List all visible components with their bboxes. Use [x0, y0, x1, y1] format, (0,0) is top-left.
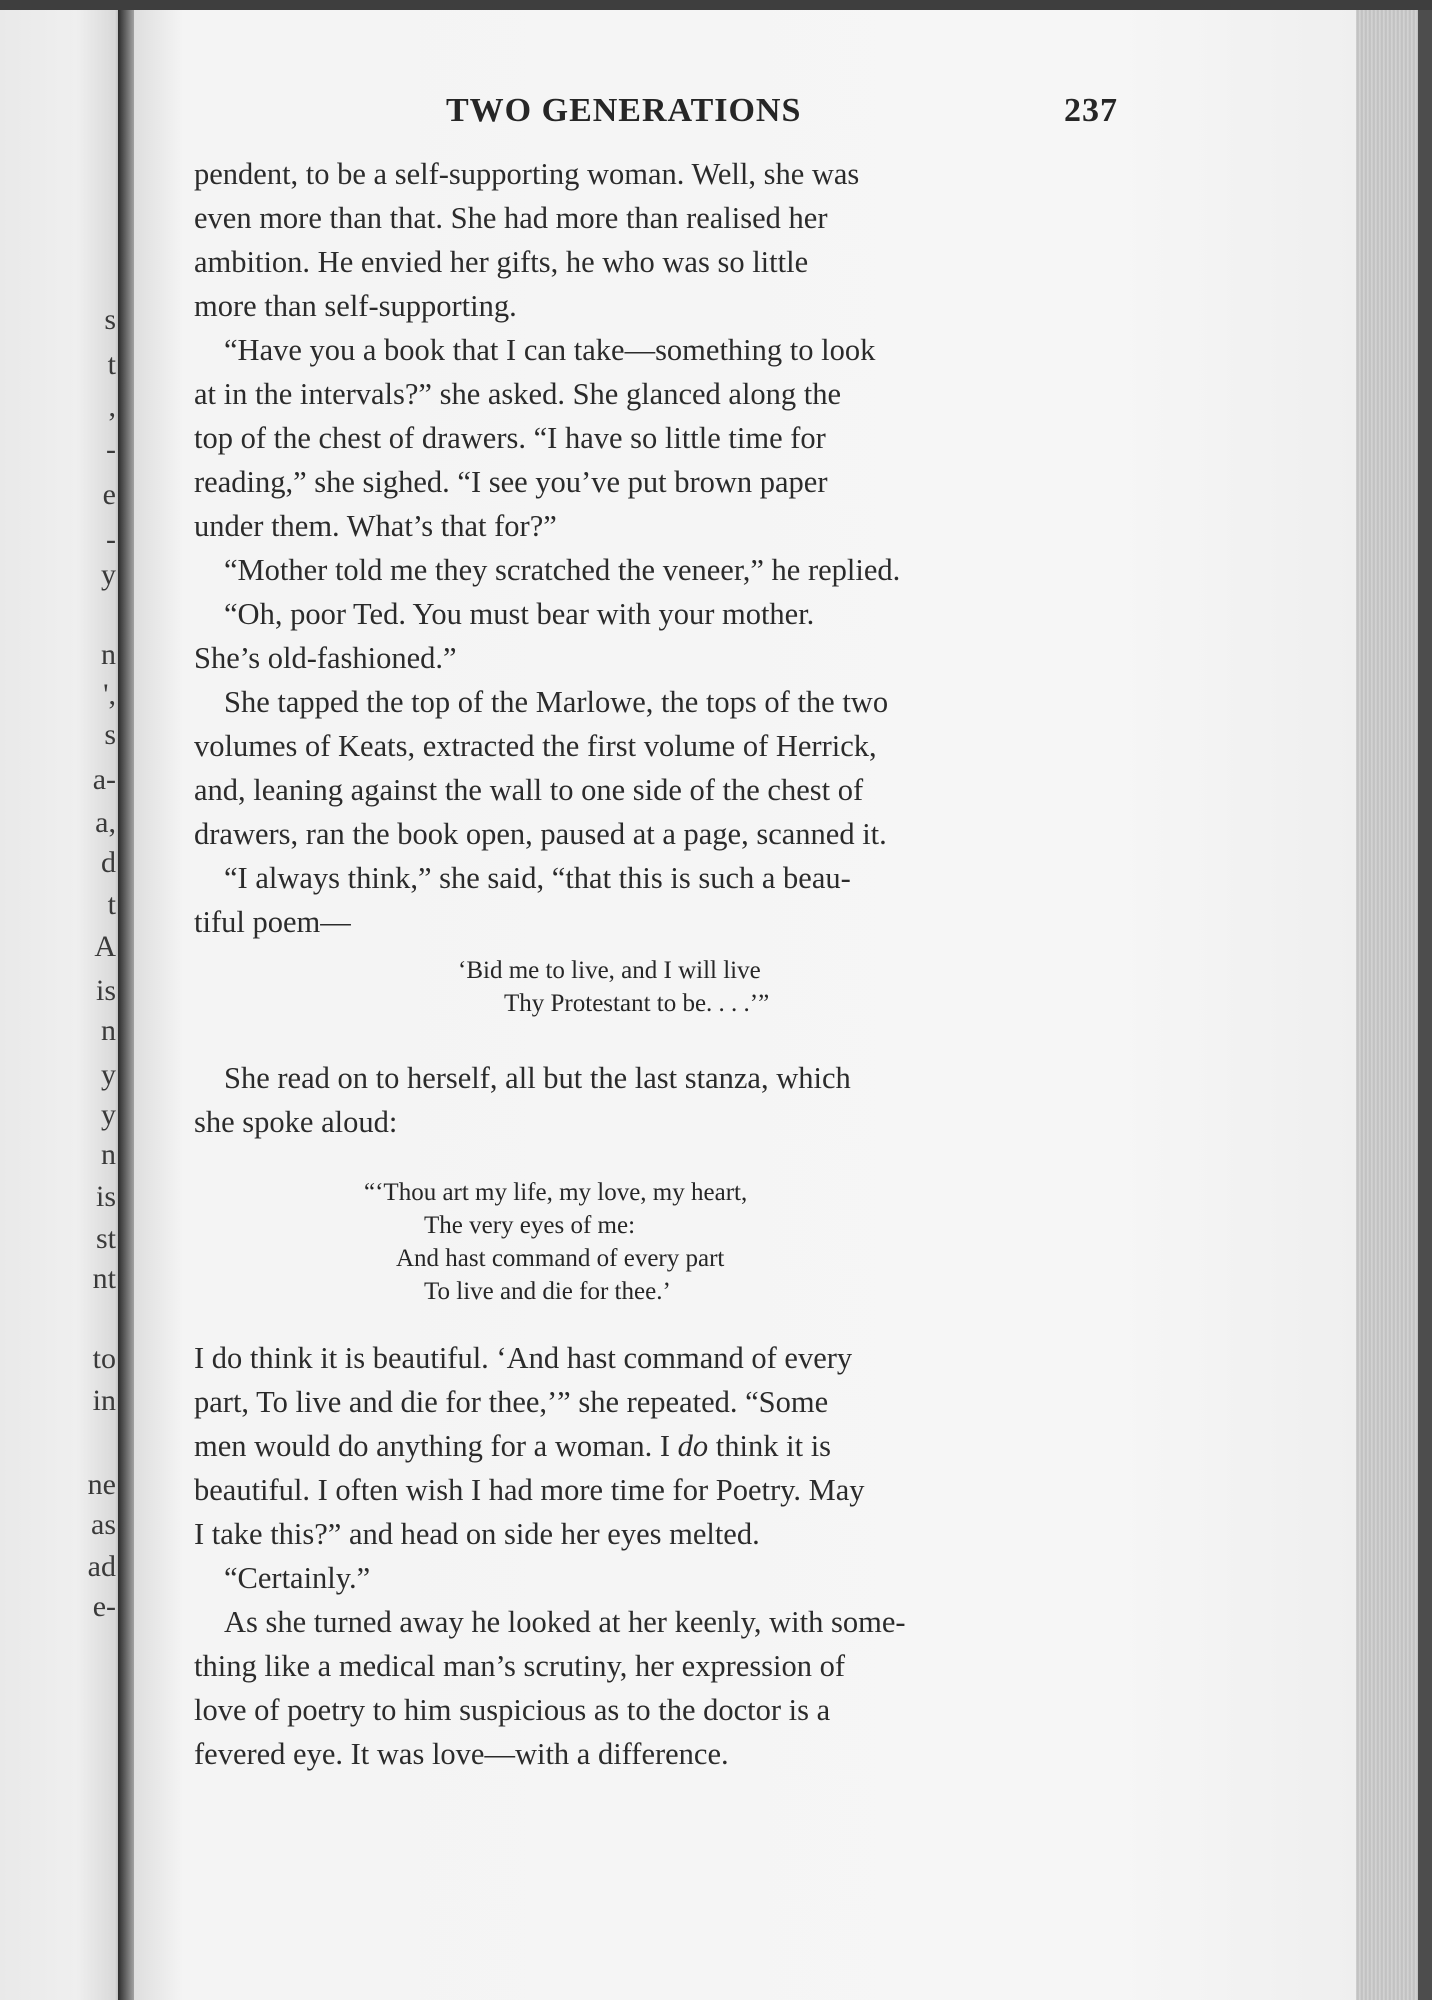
left-page-fragment: as [91, 1508, 116, 1541]
paragraph-1 [194, 152, 1114, 328]
left-page-fragment: d [101, 846, 116, 879]
paragraph-5 [194, 680, 1114, 856]
text-line: “Have you a book that I can take—something to look [224, 333, 876, 367]
text-line: at in the intervals?” she asked. She glanced along the [194, 377, 842, 411]
text-run: think it is [708, 1429, 832, 1463]
text-line: top of the chest of drawers. “I have so little time for [194, 421, 826, 455]
left-page-fragment: n [101, 638, 116, 671]
cover-edge [1418, 0, 1432, 2000]
left-page-fragment: y [101, 1058, 116, 1091]
left-page-fragment: e [102, 478, 116, 511]
left-page-fragment: - [106, 433, 116, 466]
text-line: reading,” she sighed. “I see you’ve put brown paper [194, 465, 828, 499]
left-page-fragment: n [101, 1138, 116, 1171]
left-page-fragment: a- [92, 763, 116, 796]
text-line: She read on to herself, all but the last stanza, which [224, 1061, 851, 1095]
text-line: and, leaning against the wall to one side of the chest of [194, 773, 864, 807]
left-page-fragment: t [107, 348, 116, 381]
text-line: I take this?” and head on side her eyes melted. [194, 1517, 760, 1551]
left-page-fragment: is [95, 974, 116, 1007]
text-line: more than self-supporting. [194, 289, 517, 323]
left-page-fragment: - [106, 523, 116, 556]
text-line: “I always think,” she said, “that this is such a beau- [224, 861, 851, 895]
text-line: thing like a medical man’s scrutiny, her expression of [194, 1649, 846, 1683]
text-line: tiful poem— [194, 905, 351, 939]
paragraph-9 [194, 1556, 1114, 1600]
verse-line: ‘Bid me to live, and I will live [458, 957, 761, 984]
text-line: under them. What’s that for?” [194, 509, 557, 543]
left-page-fragment: ad [87, 1550, 116, 1583]
scan-top-band [0, 0, 1432, 10]
running-header [440, 92, 1120, 136]
verse-quote-1 [458, 954, 769, 1020]
text-line: “Oh, poor Ted. You must bear with your mother. [224, 597, 815, 631]
left-page-fragment: ne [87, 1468, 116, 1501]
paragraph-4 [194, 592, 1114, 680]
paragraph-10 [194, 1600, 1114, 1776]
left-page-fragment: nt [92, 1262, 116, 1295]
left-page-fragment: s [104, 303, 116, 336]
left-page-fragment: a, [95, 806, 116, 839]
left-page-edge [0, 0, 128, 2000]
verse-line: “‘Thou art my life, my love, my heart, [364, 1179, 748, 1206]
left-page-fragment: ', [103, 678, 116, 711]
left-page-fragment: in [92, 1384, 116, 1417]
paragraph-2 [194, 328, 1114, 548]
left-page-fragment: s [104, 718, 116, 751]
text-line: fevered eye. It was love—with a difference. [194, 1737, 729, 1771]
text-line: As she turned away he looked at her keenly, with some- [224, 1605, 906, 1639]
text-run: men would do anything for a woman. I [194, 1429, 678, 1463]
left-page-fragment: is [95, 1180, 116, 1213]
verse-line: Thy Protestant to be. . . .’” [504, 990, 770, 1017]
page-number: 237 [1064, 92, 1118, 129]
paragraph-3 [194, 548, 1114, 592]
left-page-fragments [0, 0, 128, 2000]
paragraph-8 [194, 1336, 1114, 1556]
text-line: even more than that. She had more than realised her [194, 201, 828, 235]
text-line: She tapped the top of the Marlowe, the tops of the two [224, 685, 889, 719]
text-line: volumes of Keats, extracted the first volume of Herrick, [194, 729, 877, 763]
verse-line: And hast command of every part [396, 1245, 725, 1272]
text-line: drawers, ran the book open, paused at a page, scanned it. [194, 817, 887, 851]
text-line: love of poetry to him suspicious as to the doctor is a [194, 1693, 831, 1727]
emphasis-do: do [677, 1429, 709, 1463]
verse-quote-2 [364, 1176, 747, 1308]
left-page-fragment: t [107, 888, 116, 921]
paragraph-6 [194, 856, 1114, 944]
text-line: she spoke aloud: [194, 1105, 398, 1139]
text-line: ambition. He envied her gifts, he who was so little [194, 245, 809, 279]
left-page-fragment: e- [92, 1590, 116, 1623]
left-page-fragment: y [101, 558, 116, 591]
left-page-fragment: y [101, 1098, 116, 1131]
left-page-fragment: st [95, 1222, 116, 1255]
left-page-fragment: n [101, 1014, 116, 1047]
text-line: beautiful. I often wish I had more time for Poetry. May [194, 1473, 865, 1507]
verse-line: To live and die for thee.’ [424, 1278, 671, 1305]
text-line: pendent, to be a self-supporting woman. Well, she was [194, 157, 860, 191]
running-title: TWO GENERATIONS [446, 92, 802, 129]
text-line: part, To live and die for thee,’” she repeated. “Some [194, 1385, 829, 1419]
left-page-fragment: A [94, 930, 116, 963]
text-line: She’s old-fashioned.” [194, 641, 457, 675]
left-page-fragment: to [92, 1342, 116, 1375]
text-line: “Certainly.” [224, 1561, 371, 1595]
verse-line: The very eyes of me: [424, 1212, 636, 1239]
text-line: “Mother told me they scratched the veneer,” he replied. [224, 553, 901, 587]
paragraph-7 [194, 1056, 1114, 1144]
text-line [194, 1424, 1114, 1468]
left-page-fragment: , [108, 390, 116, 423]
text-line: I do think it is beautiful. ‘And hast command of every [194, 1341, 853, 1375]
